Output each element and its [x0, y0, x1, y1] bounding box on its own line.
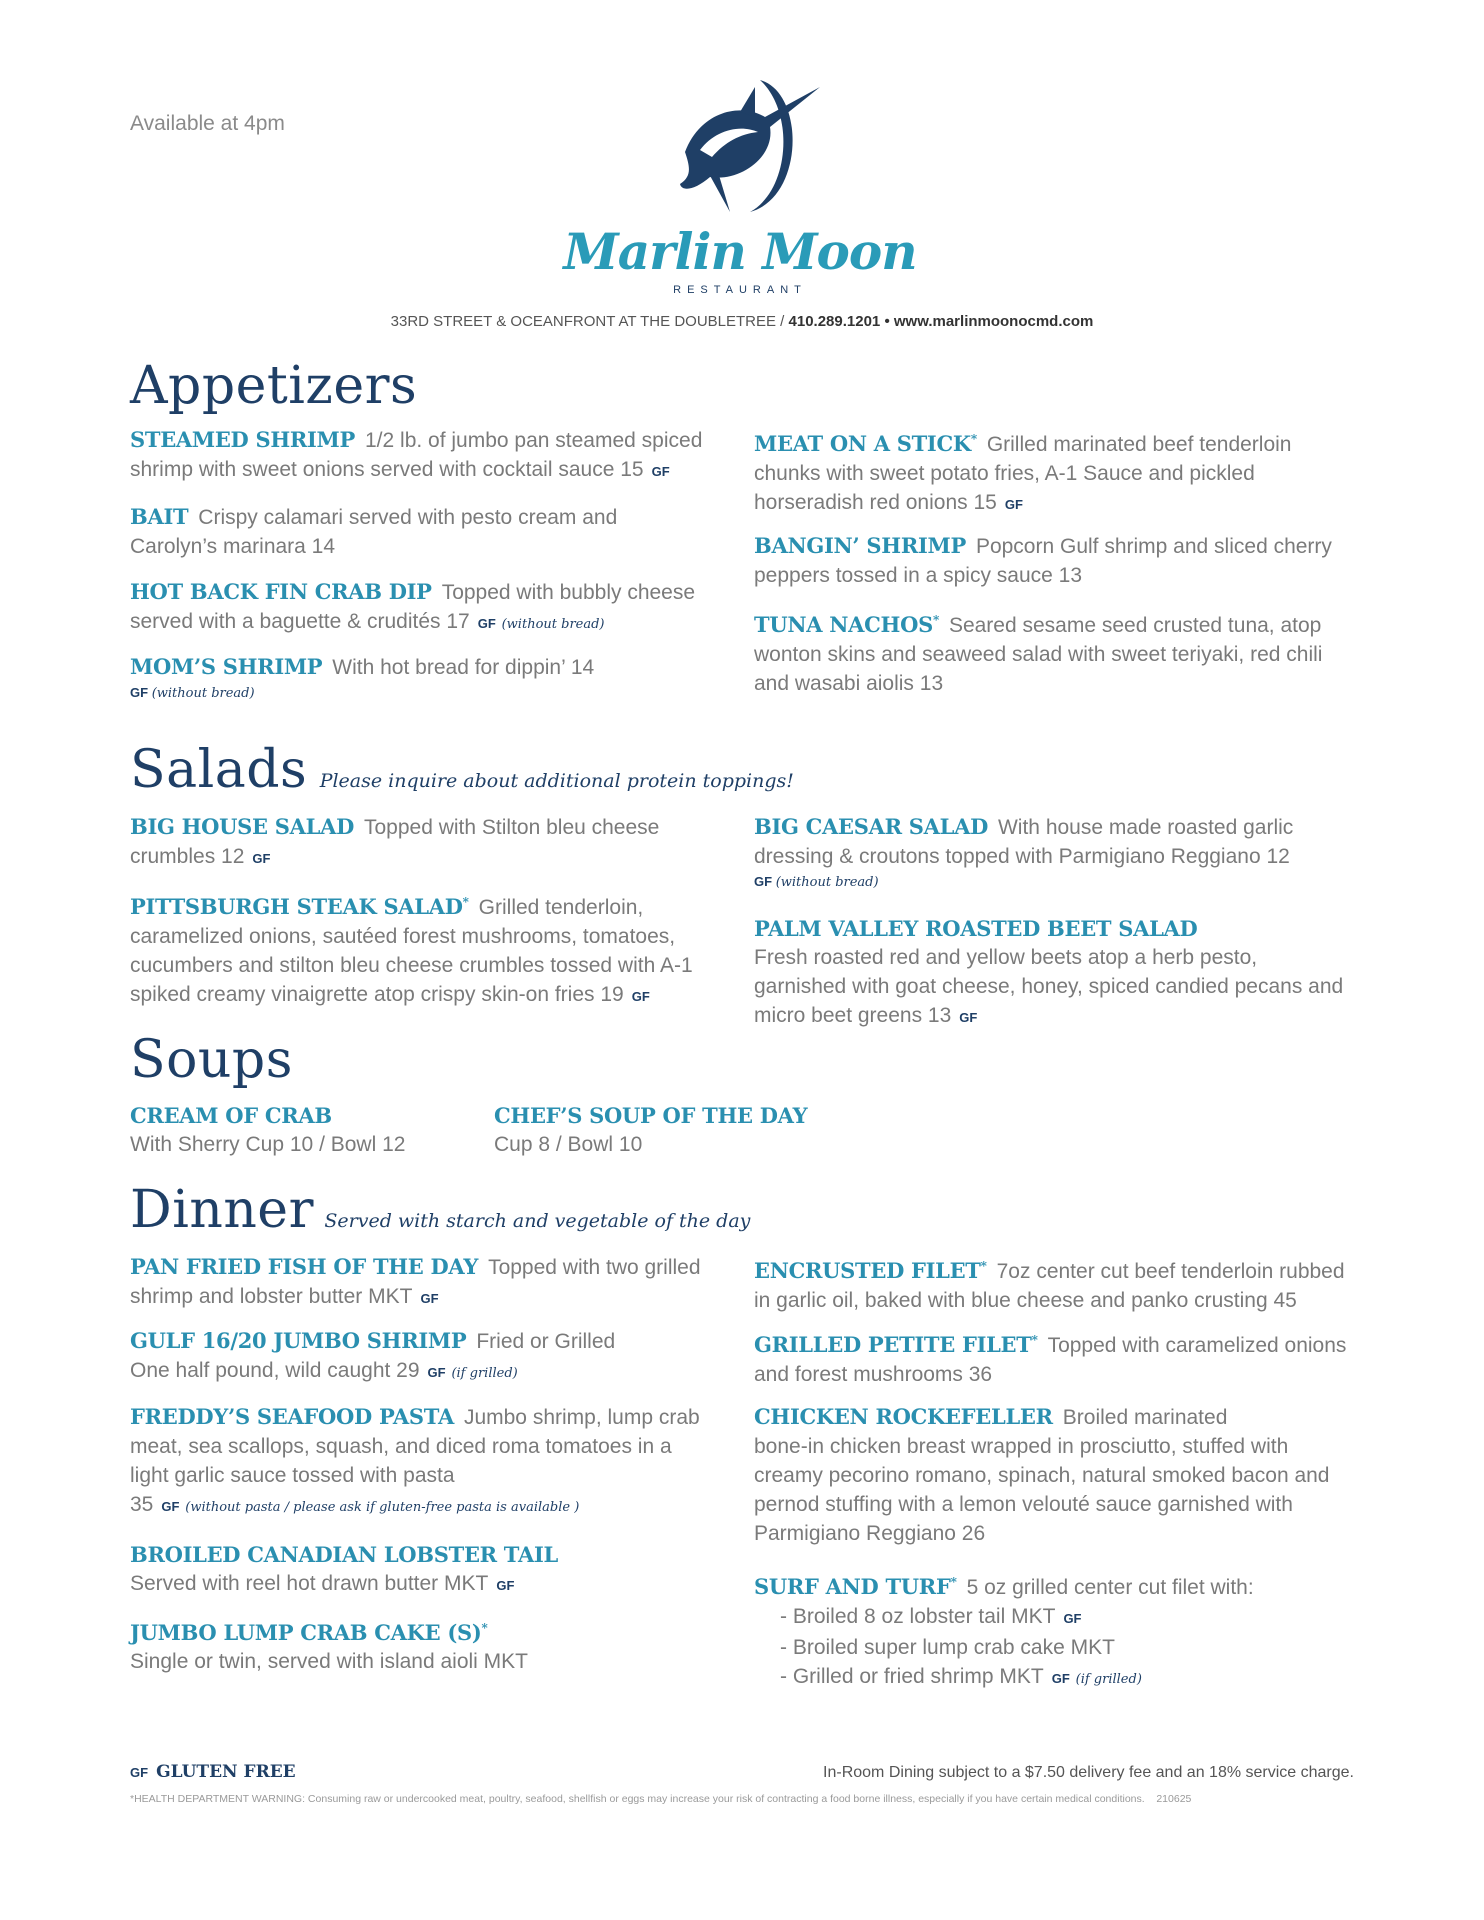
menu-item-seafood-pasta	[130, 1402, 710, 1522]
item-desc: 1/2 lb. of jumbo pan steamed spiced shrimp with sweet onions served with cocktail sauce 15	[130, 429, 703, 481]
brand-subtitle: RESTAURANT	[673, 284, 807, 296]
gf-badge: GF	[1051, 1671, 1070, 1686]
menu-item-encrusted-filet	[754, 1252, 1354, 1315]
gf-badge: GF	[427, 1365, 446, 1380]
gf-badge: GF	[496, 1578, 515, 1593]
item-name: BIG HOUSE SALAD	[130, 814, 354, 839]
item-name-text: GRILLED PETITE FILET	[754, 1332, 1032, 1357]
section-note-dinner: Served with starch and vegetable of the day	[324, 1210, 751, 1232]
gf-note: (if grilled)	[1075, 1672, 1142, 1687]
address-separator: •	[884, 313, 890, 330]
item-name	[754, 1574, 957, 1599]
item-name: BIG CAESAR SALAD	[754, 814, 988, 839]
item-desc: Jumbo shrimp, lump crab meat, sea scallops, squash, and diced roma tomatoes in a light garlic sauce tossed with pasta	[130, 1406, 700, 1487]
gf-badge: GF	[252, 851, 271, 866]
menu-item-cream-of-crab	[130, 1101, 470, 1159]
menu-code: 210625	[1156, 1793, 1192, 1805]
health-warning-text: *HEALTH DEPARTMENT WARNING: Consuming raw or undercooked meat, poultry, seafood, shellfish or eggs may increase your risk of contracting a food borne illness, especially if you have certain medical conditions.	[130, 1793, 1145, 1805]
item-desc: With Sherry Cup 10 / Bowl 12	[130, 1133, 406, 1156]
item-name: PAN FRIED FISH OF THE DAY	[130, 1254, 479, 1279]
website-link[interactable]: www.marlinmoonocmd.com	[893, 313, 1094, 330]
gf-badge: GF	[161, 1499, 180, 1514]
gf-badge: GF	[420, 1291, 439, 1306]
surf-option	[754, 1662, 1354, 1694]
item-name: STEAMED SHRIMP	[130, 427, 355, 452]
section-note-salads: Please inquire about additional protein toppings!	[319, 770, 794, 792]
gf-badge: GF	[631, 989, 650, 1004]
menu-item-tuna-nachos	[754, 606, 1354, 698]
menu-item-meat-on-a-stick	[754, 425, 1354, 519]
section-title-dinner: Dinner	[130, 1180, 314, 1240]
menu-item-lobster-tail	[130, 1540, 710, 1600]
item-desc: 5 oz grilled center cut filet with:	[966, 1576, 1254, 1599]
item-name: BANGIN’ SHRIMP	[754, 533, 966, 558]
item-name-text: TUNA NACHOS	[754, 612, 933, 637]
item-name: BAIT	[130, 504, 189, 529]
item-desc: Popcorn Gulf shrimp and sliced cherry peppers tossed in a spicy sauce 13	[754, 535, 1332, 587]
item-name-text: SURF AND TURF	[754, 1574, 951, 1599]
gf-badge: GF	[477, 616, 496, 631]
gf-legend-text: GLUTEN FREE	[156, 1762, 296, 1782]
menu-item-bangin-shrimp	[754, 531, 1354, 590]
item-name	[754, 612, 939, 637]
menu-item-crab-dip	[130, 577, 710, 639]
menu-item-pan-fried-fish	[130, 1252, 710, 1313]
surf-option	[754, 1602, 1354, 1633]
menu-item-gulf-jumbo-shrimp	[130, 1326, 710, 1388]
item-name: CHEF’S SOUP OF THE DAY	[494, 1103, 808, 1128]
address-line	[200, 313, 1284, 330]
menu-item-big-house-salad	[130, 812, 690, 873]
item-name: FREDDY’S SEAFOOD PASTA	[130, 1404, 454, 1429]
item-desc: Grilled tenderloin, caramelized onions, sautéed forest mushrooms, tomatoes, cucumbers and stilton bleu cheese crumbles tossed with A-1 spiked creamy vinaigrette atop crispy skin-on fries 19	[130, 896, 693, 1006]
menu-item-chefs-soup	[494, 1101, 834, 1159]
health-warning	[130, 1793, 1354, 1805]
gf-badge: GF	[959, 1010, 978, 1025]
item-name: HOT BACK FIN CRAB DIP	[130, 579, 432, 604]
item-name	[754, 431, 977, 456]
section-header-salads	[130, 740, 794, 800]
item-desc-2: bone-in chicken breast wrapped in prosciutto, stuffed with creamy pecorino romano, spinach, natural smoked bacon and pernod stuffing with a lemon velouté sauce garnished with Parmigiano Reggiano 26	[754, 1435, 1330, 1545]
item-name-text: ENCRUSTED FILET	[754, 1258, 981, 1283]
surf-option-text: - Grilled or fried shrimp MKT	[780, 1665, 1044, 1688]
section-title-appetizers: Appetizers	[130, 356, 418, 416]
menu-item-bait	[130, 502, 670, 561]
address-text: 33RD STREET & OCEANFRONT AT THE DOUBLETREE /	[390, 313, 785, 330]
gf-badge: GF	[130, 1765, 149, 1780]
item-desc: Grilled marinated beef tenderloin chunks with sweet potato fries, A-1 Sauce and pickled horseradish red onions 15	[754, 433, 1292, 514]
item-name-text: JUMBO LUMP CRAB CAKE (S)	[130, 1620, 482, 1645]
item-desc: Crispy calamari served with pesto cream and Carolyn’s marinara 14	[130, 506, 618, 558]
section-title-soups: Soups	[130, 1030, 293, 1090]
gf-legend	[130, 1762, 296, 1782]
item-name	[754, 1332, 1038, 1357]
item-name: PALM VALLEY ROASTED BEET SALAD	[754, 916, 1198, 941]
item-desc: Topped with caramelized onions and forest mushrooms 36	[754, 1334, 1347, 1386]
item-name: CHICKEN ROCKEFELLER	[754, 1404, 1053, 1429]
gf-badge: GF	[130, 685, 149, 700]
surf-option-text: - Broiled 8 oz lobster tail MKT	[780, 1605, 1056, 1628]
item-star: *	[481, 1621, 488, 1635]
item-name	[754, 1258, 987, 1283]
item-desc-2: One half pound, wild caught 29	[130, 1359, 420, 1382]
gf-badge: GF	[1063, 1611, 1082, 1626]
item-name: GULF 16/20 JUMBO SHRIMP	[130, 1328, 467, 1353]
item-star: *	[1031, 1333, 1038, 1347]
item-name-text: PITTSBURGH STEAK SALAD	[130, 894, 463, 919]
menu-item-steamed-shrimp	[130, 425, 710, 486]
menu-item-moms-shrimp	[130, 652, 710, 705]
item-desc: Seared sesame seed crusted tuna, atop wonton skins and seaweed salad with sweet teriyaki, red chili and wasabi aiolis 13	[754, 614, 1323, 695]
menu-item-grilled-petite-filet	[754, 1326, 1354, 1389]
item-desc: Topped with bubbly cheese served with a baguette & crudités 17	[130, 581, 696, 633]
menu-item-chicken-rockefeller	[754, 1402, 1354, 1548]
item-desc: Topped with Stilton bleu cheese crumbles 12	[130, 816, 660, 868]
brand-name: Marlin Moon	[563, 222, 917, 281]
item-desc: 7oz center cut beef tenderloin rubbed in garlic oil, baked with blue cheese and panko crusting 45	[754, 1260, 1345, 1312]
item-star: *	[932, 613, 939, 627]
item-name	[130, 894, 469, 919]
availability-note: Available at 4pm	[130, 112, 285, 135]
phone-number[interactable]: 410.289.1201	[788, 313, 881, 330]
item-name-text: MEAT ON A STICK	[754, 431, 971, 456]
gf-badge: GF	[1004, 497, 1023, 512]
menu-item-beet-salad	[754, 914, 1354, 1032]
item-desc: Served with reel hot drawn butter MKT	[130, 1572, 489, 1595]
menu-item-big-caesar-salad	[754, 812, 1354, 894]
item-star: *	[950, 1575, 957, 1589]
in-room-dining-note: In-Room Dining subject to a $7.50 delivery fee and an 18% service charge.	[823, 1764, 1354, 1781]
gf-note: (without bread)	[775, 875, 879, 890]
section-header-dinner	[130, 1180, 750, 1240]
surf-option: - Broiled super lump crab cake MKT	[780, 1636, 1115, 1659]
item-star: *	[462, 895, 469, 909]
gf-note: (if grilled)	[451, 1366, 518, 1381]
item-name	[130, 1614, 700, 1647]
menu-item-pittsburgh-steak-salad	[130, 888, 720, 1011]
item-price: 35	[130, 1493, 154, 1516]
item-desc: Fresh roasted red and yellow beets atop a herb pesto, garnished with goat cheese, honey, spiced candied pecans and micro beet greens 13	[754, 946, 1344, 1027]
gf-badge: GF	[651, 464, 670, 479]
item-desc: With house made roasted garlic dressing & croutons topped with Parmigiano Reggiano 12	[754, 816, 1294, 868]
menu-item-surf-and-turf	[754, 1568, 1354, 1694]
item-desc: Cup 8 / Bowl 10	[494, 1133, 643, 1156]
item-name: CREAM OF CRAB	[130, 1103, 332, 1128]
gf-badge: GF	[754, 874, 773, 889]
item-desc: Single or twin, served with island aioli MKT	[130, 1650, 528, 1673]
item-desc: Broiled marinated	[1062, 1406, 1228, 1429]
item-name: BROILED CANADIAN LOBSTER TAIL	[130, 1542, 558, 1567]
gf-note: (without pasta / please ask if gluten-free pasta is available )	[185, 1500, 580, 1515]
item-star: *	[980, 1259, 987, 1273]
item-desc: Topped with two grilled shrimp and lobster butter MKT	[130, 1256, 701, 1308]
menu-item-crab-cake	[130, 1614, 710, 1676]
item-desc: Fried or Grilled	[476, 1330, 616, 1353]
section-title-salads: Salads	[130, 740, 308, 800]
gf-note: (without bread)	[501, 617, 605, 632]
item-desc: With hot bread for dippin’ 14	[332, 656, 595, 679]
item-name: MOM’S SHRIMP	[130, 654, 323, 679]
item-star: *	[970, 432, 977, 446]
gf-note: (without bread)	[151, 686, 255, 701]
